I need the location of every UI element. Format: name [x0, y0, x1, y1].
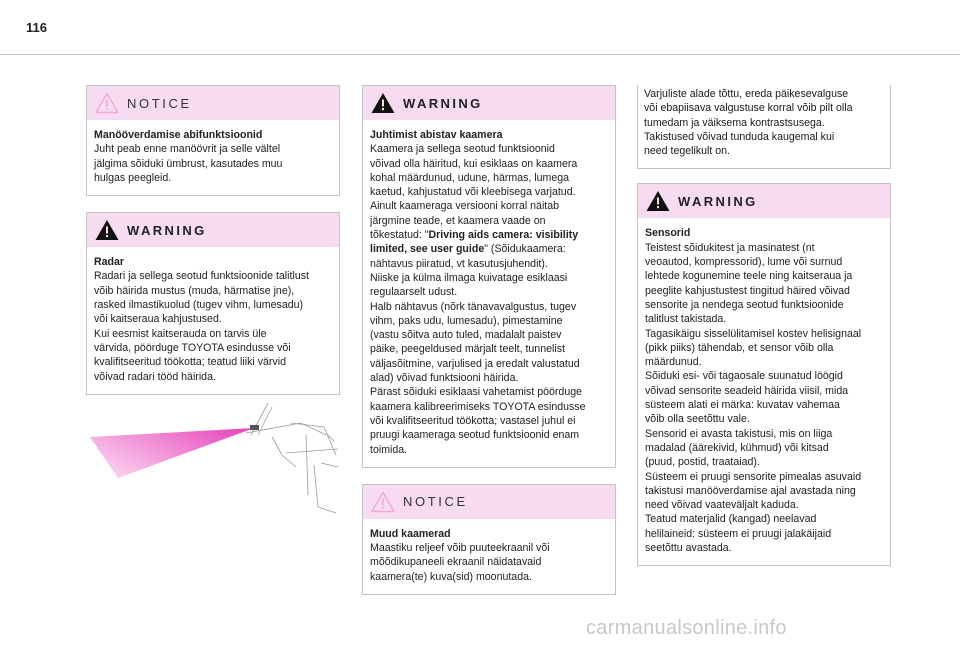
text-line: Tagasikäigu sisselülitamisel kostev helisignaal	[645, 327, 862, 340]
text-run: tõkestatud: "	[370, 229, 429, 242]
text-line: võib olla seetõttu vale.	[645, 413, 750, 426]
text-run: " (Sõidukaamera:	[484, 243, 566, 256]
text-line: kohal määrdunud, udune, härmas, lumega	[370, 171, 570, 184]
text-line: regulaarselt udust.	[370, 286, 458, 299]
warning-title: WARNING	[127, 222, 207, 238]
text-line: Süsteem ei pruugi sensorite pimealas asuvaid	[645, 470, 862, 483]
warning-box-camera	[362, 85, 616, 468]
text-line: jälgima sõiduki ümbrust, kasutades muu	[94, 157, 283, 170]
column-1	[86, 85, 340, 411]
text-line: (vastu sõitva auto tuled, madalalt paistev	[370, 329, 562, 342]
text-line: võivad olla häiritud, kui esiklaas on kaamera	[370, 157, 578, 170]
warning-box-sensors	[637, 183, 891, 566]
watermark-text: carmanualsonline.info	[586, 617, 787, 639]
message-text: limited, see user guide	[370, 243, 485, 256]
text-line: kaamera(te) kuva(sid) moonutada.	[370, 570, 532, 583]
text-line: Radari ja sellega seotud funktsioonide talitlust	[94, 270, 309, 283]
text-line: pruugi kaameraga seotud funktsioonid enam	[370, 429, 580, 442]
text-line: värvida, pöörduge TOYOTA esindusse või	[94, 341, 291, 354]
notice-triangle-icon	[371, 491, 395, 513]
text-line: süsteem alati ei märka: kuvatav vahemaa	[645, 399, 840, 412]
text-line: (puud, postid, traataiad).	[645, 456, 760, 469]
text-line: päike, peegeldused märjalt teelt, tunnelist	[370, 343, 565, 356]
text-line: nähtavus piiratud, vt kasutusjuhendit).	[370, 257, 548, 270]
notice-title: NOTICE	[403, 494, 468, 510]
text-line: Niiske ja külma ilmaga kuivatage esiklaasi	[370, 271, 568, 284]
text-line: takistusi manööverdamise ajal avastada ning	[645, 484, 856, 497]
text-line: helilaineid: süsteem ei pruugi jalakäijaid	[645, 527, 832, 540]
text-line: määrdunud.	[645, 356, 702, 369]
text-line: talitlust takistada.	[645, 313, 727, 326]
text-line: Ainult kaameraga versiooni korral näitab	[370, 200, 560, 213]
text-line: toimida.	[370, 443, 408, 456]
warning-title: WARNING	[678, 193, 758, 209]
notice-triangle-icon	[95, 92, 119, 114]
camera-message-line	[370, 242, 611, 256]
text-line: Halb nähtavus (nõrk tänavavalgustus, tugev	[370, 300, 577, 313]
warning-triangle-icon	[646, 190, 670, 212]
text-line: mõõdikupaneeli ekraanil näidatavaid	[370, 556, 542, 569]
column-3	[637, 85, 891, 582]
text-line: lehtede kogunemine teele ning kaitseraua ja	[645, 270, 853, 283]
warning-header	[363, 86, 615, 120]
top-divider	[0, 54, 960, 55]
text-line: võivad radari tööd häirida.	[94, 370, 216, 383]
warning-subtitle: Sensorid	[645, 227, 691, 240]
text-line: Kaamera ja sellega seotud funktsioonid	[370, 143, 555, 156]
warning-triangle-icon	[371, 92, 395, 114]
text-line: Maastiku reljeef võib puuteekraanil või	[370, 542, 550, 555]
text-line: võivad sensorite seadeid häirida viisil, mida	[645, 384, 849, 397]
warning-body	[87, 247, 339, 394]
text-line: või kvalifitseeritud töökotta; vastasel juhul ei	[370, 414, 576, 427]
text-line: veoautod, kompressorid), lume või surnud	[645, 256, 843, 269]
text-line: Teatud materjalid (kangad) neelavad	[645, 513, 817, 526]
message-text: Driving aids camera: visibility	[428, 229, 579, 242]
notice-subtitle: Manööverdamise abifunktsioonid	[94, 129, 263, 141]
warning-title: WARNING	[403, 95, 483, 111]
text-line: rasked ilmastikuolud (tugev vihm, lumesadu)	[94, 299, 304, 312]
text-line: need tegelikult on.	[644, 145, 730, 158]
text-line: võib häirida mustus (muda, härmatise jne),	[94, 284, 295, 297]
page-number: 116	[26, 20, 47, 35]
continuation-text-box	[637, 85, 891, 169]
text-line: kaetud, kahjustatud või kleebisega varjatud.	[370, 186, 576, 199]
warning-triangle-icon	[95, 219, 119, 241]
warning-subtitle: Juhtimist abistav kaamera	[370, 129, 503, 141]
text-line: väljasõitmine, varjulised ja eredalt valustatud	[370, 357, 580, 370]
warning-box-radar	[86, 212, 340, 395]
notice-body	[87, 120, 339, 195]
text-line: (pikk piiks) tähendab, et sensor võib olla	[645, 341, 834, 354]
text-line: sensorite ja nendega seotud funktsioonide	[645, 298, 844, 311]
notice-box-cameras	[362, 484, 616, 595]
notice-title: NOTICE	[127, 95, 192, 111]
notice-header	[363, 485, 615, 519]
text-line: alad) võivad funktsiooni häirida.	[370, 372, 519, 385]
text-line: seetõttu avastada.	[645, 542, 732, 555]
warning-header	[87, 213, 339, 247]
warning-subtitle: Radar	[94, 256, 125, 269]
text-line: madalad (äärekivid, kühmud) või kitsad	[645, 441, 829, 454]
text-line: kvalifitseeritud töökotta; teatud liiki värvid	[94, 356, 286, 369]
text-line: järgmine teade, et kaamera vaade on	[370, 214, 546, 227]
text-line: kaamera kalibreerimiseks TOYOTA esindusse	[370, 400, 586, 413]
notice-subtitle: Muud kaamerad	[370, 527, 451, 540]
text-line: tumedam ja väiksema kontrastsusega.	[644, 116, 825, 129]
text-line: Sensorid ei avasta takistusi, mis on liiga	[645, 427, 833, 440]
notice-header	[87, 86, 339, 120]
text-line: Kui eesmist kaitserauda on tarvis üle	[94, 327, 267, 340]
text-line: Sõiduki esi- või tagaosale suunatud löögid	[645, 370, 843, 383]
warning-header	[638, 184, 890, 218]
text-line: Varjuliste alade tõttu, ereda päikesevalguse	[644, 88, 849, 100]
text-line: või ebapiisava valgustuse korral võib pilt olla	[644, 102, 853, 115]
text-line: hulgas peegleid.	[94, 171, 172, 184]
text-line: need võivad vaateväljalt kaduda.	[645, 499, 799, 512]
notice-box-maneuver	[86, 85, 340, 196]
text-line: vihm, paks udu, lumesadu), pimestamine	[370, 314, 563, 327]
camera-message-line	[370, 228, 611, 242]
column-2	[362, 85, 616, 611]
text-line: Takistused võivad tunduda kaugemal kui	[644, 130, 835, 143]
text-line: Juht peab enne manöövrit ja selle vältel	[94, 143, 281, 156]
text-line: Pärast sõiduki esiklaasi vahetamist pöörduge	[370, 386, 582, 399]
text-line: Teistest sõidukitest ja masinatest (nt	[645, 241, 815, 254]
notice-body	[363, 519, 615, 594]
camera-view-illustration	[86, 395, 340, 515]
camera-icon	[250, 425, 259, 430]
text-line: või kaitseraua kahjustused.	[94, 313, 222, 326]
warning-body	[363, 120, 615, 467]
text-line: peeglite kahjustustest tingitud häired võivad	[645, 284, 850, 297]
warning-body	[638, 218, 890, 565]
